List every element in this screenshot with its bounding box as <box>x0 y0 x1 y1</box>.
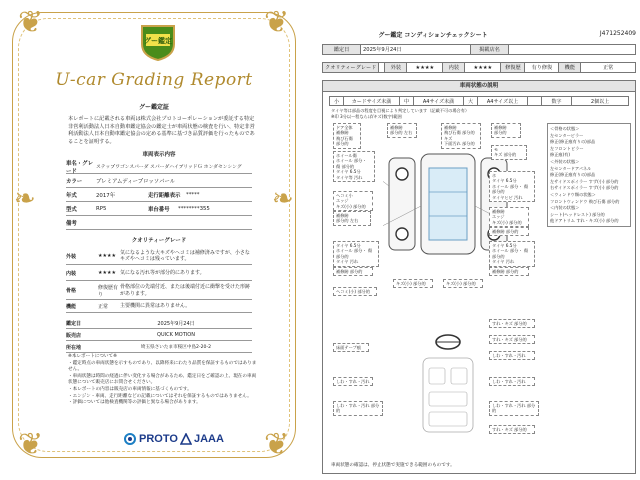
vehicle-value: ********355 <box>178 205 210 212</box>
note-line: ※本レポートについて※ <box>68 354 117 359</box>
quality-stars: ★★★★ <box>98 253 116 259</box>
goo-kantei-badge-icon <box>138 22 178 62</box>
vehicle-value: 2017年 <box>96 192 116 199</box>
quality-desc: 気になる汚れ等が部分的にあります。 <box>120 269 205 276</box>
summary-line: ＜内装の状態＞ <box>550 205 580 211</box>
info-table <box>322 44 636 55</box>
vehicle-row-color <box>66 174 252 188</box>
vehicle-label: 備考 <box>66 220 77 227</box>
summary-line: ＜骨格の状態＞ <box>550 126 580 131</box>
vehicle-value: ***** <box>186 191 200 198</box>
damage-note: ホ タイヤ 6.5分 ホイール 部分・ 傷 部分的 タイヤヒビ 汚れ <box>489 171 535 202</box>
damage-note: すれ・キズ 部分的 <box>489 319 535 328</box>
damage-note: 補修跡 部分的 左右 <box>333 211 371 226</box>
damage-note: 補修跡 飛び石傷 部分的 キズ 下面汚れ 部分的 <box>441 123 481 149</box>
legend-cell: 中 <box>400 97 414 106</box>
store-label: 掲載店名 <box>471 45 509 55</box>
summary-line: 左フロントピラー <box>550 145 584 151</box>
summary-line: フロントウィンドウ 飛び石傷 部分的 <box>550 198 620 204</box>
damage-note: タイヤ 6.5分 ホイール 部分・ 傷 部分的 タイヤ 汚れ <box>489 241 535 267</box>
summary-line: 修正痕(有) <box>550 152 571 158</box>
damage-note: すれ・キズ 部分的 <box>489 425 535 434</box>
grade-label: 修復歴 <box>501 63 525 73</box>
note-line: ・評価については他検査機関等の評価と異なる場合があります。 <box>68 400 201 406</box>
sheet-title: グー鑑定 コンディションチェックシート <box>378 32 488 39</box>
vehicle-row-model <box>66 202 252 216</box>
damage-note: 補修跡 部分的 左右 <box>387 123 417 138</box>
legend-cell: カードサイズ未満 <box>344 97 400 106</box>
report-title: U-car Grading Report <box>55 70 253 90</box>
summary-line: 修正(修正痕有りの)部品 <box>550 172 596 178</box>
document-number: J471252409 <box>599 30 636 37</box>
vehicle-value: プレミアムディープロッソパール <box>96 178 176 185</box>
damage-note: ドア全体 補修跡 飛び石傷 部分的 <box>333 123 361 149</box>
summary-line: 修正(修正痕有りの)部品 <box>550 139 596 145</box>
note-line: ・本レポートの内容は販売店の車両情報に基づくものです。 <box>68 386 192 392</box>
damage-note: 床面テープ痕 <box>333 343 369 352</box>
summary-line: ＜ウィンドウ類の状態＞ <box>550 191 596 197</box>
proto-mark-icon <box>124 433 136 445</box>
damage-note: しわ・すれ・汚れ <box>333 377 373 386</box>
diagram-footer-note: 車両状態の確認は、停止状態で実施できる範囲のものです。 <box>331 463 455 468</box>
jaaa-logo-text: JAAA <box>194 433 224 445</box>
summary-line: 右サイドスポイラー すず(小) 部分的 <box>550 185 619 191</box>
condition-summary-list <box>547 123 631 227</box>
quality-row-frame <box>66 282 252 300</box>
grade-value: 正常 <box>581 63 636 73</box>
size-legend <box>329 96 629 106</box>
badge-text: グー鑑定 <box>144 37 172 45</box>
quality-row-function <box>66 301 252 313</box>
summary-line: ＜外装の状態＞ <box>550 158 580 164</box>
report-notes <box>68 354 258 407</box>
quality-stars: 正常 <box>98 304 109 310</box>
damage-note: モ キズ 部分的 <box>491 145 527 160</box>
quality-stars: 修復歴有り <box>98 284 119 298</box>
legend-cell: A4サイズ以上 <box>478 97 528 106</box>
footer-row-store <box>66 330 252 341</box>
damage-note: すれ・キズ 部分的 <box>489 335 535 344</box>
damage-note: しわ・すれ・汚れ <box>489 377 535 386</box>
damage-note: しわ・すれ・汚れ 部分的 <box>489 401 539 416</box>
quality-label: 内装 <box>66 270 77 277</box>
damage-note: しわ・すれ・汚れ <box>489 351 535 360</box>
legend-cell: 小 <box>330 97 344 106</box>
proto-logo <box>124 432 178 446</box>
grade-label: 外装 <box>385 63 407 73</box>
quality-desc: 気になるような大キズやヘコミは補修済みですが、小さなキズやヘコミは残っています。 <box>120 249 250 262</box>
grade-table <box>322 62 636 73</box>
quality-row-interior <box>66 266 252 281</box>
vehicle-label: 車台番号 <box>148 206 170 213</box>
quality-stars: ★★★★ <box>98 270 116 276</box>
legend-note: タイヤ等は部品の程度を目視により判定しています（記載不可の場合有） ※印 3分以～程ならば/キズ(数字)範囲 <box>331 108 470 119</box>
certificate-name: グー鑑定証 <box>138 104 169 111</box>
footer-row-address <box>66 342 252 353</box>
quality-label: 骨格 <box>66 288 77 294</box>
diagram-title: 車両状態の説明 <box>323 81 635 92</box>
damage-note: キズ(小) 部分的 <box>393 279 433 288</box>
quality-row-exterior <box>66 248 252 265</box>
date-label: 鑑定日 <box>323 45 361 55</box>
quality-desc: 骨格部位の先端付近、または後端付近に衝撃を受けた形跡があります。 <box>120 284 251 297</box>
damage-note: キズ(小) 部分的 <box>443 279 483 288</box>
damage-note: ヘコミ(小) 部分的 <box>333 287 377 296</box>
grade-label: クオリティーグレード <box>323 63 379 73</box>
damage-note: 補修跡 エッジ キズ(小) 部分的 <box>489 207 529 227</box>
ornament-swirl-bottom-left: ❦ <box>18 427 44 462</box>
legend-cell: 大 <box>464 97 478 106</box>
summary-line: 他ドアトリム すれ・キズ(小) 部分的 <box>550 218 619 224</box>
damage-note: しわ・すれ・汚れ 部分的 <box>333 401 383 416</box>
damage-note: 補修跡 部分的 <box>333 267 373 276</box>
vehicle-label: 型式 <box>66 206 77 213</box>
damage-note: タイヤ 6.5分 ホイール 部分・ 傷 部分的 タイヤ 汚れ <box>333 241 379 267</box>
jaaa-logo <box>180 432 224 446</box>
vehicle-value: ステップワゴンスパーダ スパーダハイブリッドＧ ホンダセンシング <box>96 165 242 170</box>
footer-label: 販売店 <box>66 332 82 339</box>
legend-cell: A4サイズ未満 <box>414 97 464 106</box>
footer-label: 所在地 <box>66 344 82 351</box>
damage-note: 補修跡 部分的 <box>489 267 529 276</box>
vehicle-row-name <box>66 160 252 174</box>
footer-value: QUICK MOTION <box>157 332 195 338</box>
note-line: ・車両状態は時間の経過に伴い変化する場合があるため、鑑定日をご確認の上、現在の車両状態について販売店にお問合せください。 <box>68 373 257 386</box>
damage-note: ヘコミ小 エッジ キズ(小) 部分的 <box>333 191 373 211</box>
summary-line: 左センターピラー <box>550 132 584 138</box>
store-value <box>509 45 636 55</box>
grade-value: ★★★★ <box>465 63 501 73</box>
quality-label: 外装 <box>66 253 77 260</box>
grade-value: 有り修復 <box>525 63 559 73</box>
legend-cell <box>528 97 542 106</box>
vehicle-label: 車名・グレード <box>66 160 93 175</box>
ornament-swirl-right: ❧ <box>272 184 294 214</box>
jaaa-mark-icon <box>180 433 192 445</box>
vehicle-condition-diagram <box>322 80 636 474</box>
ornament-swirl-left: ❧ <box>14 184 36 214</box>
grade-label: 機能 <box>559 63 581 73</box>
footer-value: 埼玉県さいたま市桜区中島2-20-2 <box>140 345 212 350</box>
quality-desc: 主要機関に異常はありません。 <box>120 303 191 310</box>
damage-note: ホイール傷 ホイール 部分・ 傷 部分的 タイヤ 6.5分 タイヤ等 汚れ <box>333 151 375 182</box>
summary-line: 左センタードアパネル <box>550 165 592 171</box>
damage-note: 補修跡 部分的 <box>491 123 521 138</box>
note-line: ・鑑定時点の車両状態を示すものであり、以降将来にわたり品質を保証するものではありません。 <box>68 360 257 373</box>
footer-value: 2025年9月24日 <box>157 320 195 327</box>
quality-label: 機能 <box>66 304 77 310</box>
grading-report-certificate <box>6 4 302 474</box>
footer-label: 鑑定日 <box>66 320 82 327</box>
legend-cell: 数字 <box>542 97 572 106</box>
vehicle-row-year <box>66 188 252 202</box>
vehicle-label: カラー <box>66 178 83 185</box>
ornament-swirl-top-right: ❦ <box>264 5 290 40</box>
quality-grade-header: クオリティーグレード <box>131 238 187 244</box>
footer-row-date <box>66 318 252 329</box>
grade-label: 内装 <box>443 63 465 73</box>
summary-line: シート(ヘッドレスト) 部分的 <box>550 211 605 217</box>
intro-text: 本レポートに記載される車両は株式会社プロトコーポレーションが委託する特定非営利活動法人日本自動車鑑定協会の鑑定士が車両状態の検査を行い、特定非営利活動法人日本自動車鑑定協会の定める基準に基づき品質評価を行ったものであることを証明する。 <box>68 116 255 145</box>
damage-note: 補修跡 部分的 <box>489 227 529 236</box>
date-value: 2025年9月24日 <box>361 45 471 55</box>
vehicle-row-remarks <box>66 216 252 230</box>
vehicle-section-header: 車両表示内容 <box>142 152 176 158</box>
vehicle-label: 年式 <box>66 192 77 199</box>
ornament-swirl-bottom-right: ❦ <box>264 427 290 462</box>
grade-value: ★★★★ <box>407 63 443 73</box>
legend-cell: 2個以上 <box>572 97 629 106</box>
summary-line: 左サイドスポイラー すず(小) 部分的 <box>550 178 619 184</box>
vehicle-label: 走行距離表示 <box>148 192 181 199</box>
proto-logo-text: PROTO <box>139 433 178 445</box>
ornament-swirl-top-left: ❦ <box>18 5 44 40</box>
vehicle-value: RP5 <box>96 205 107 212</box>
note-line: ・エンジン・車両、走行距離などの記載についてはそれを保証するものではありません。 <box>68 393 252 399</box>
